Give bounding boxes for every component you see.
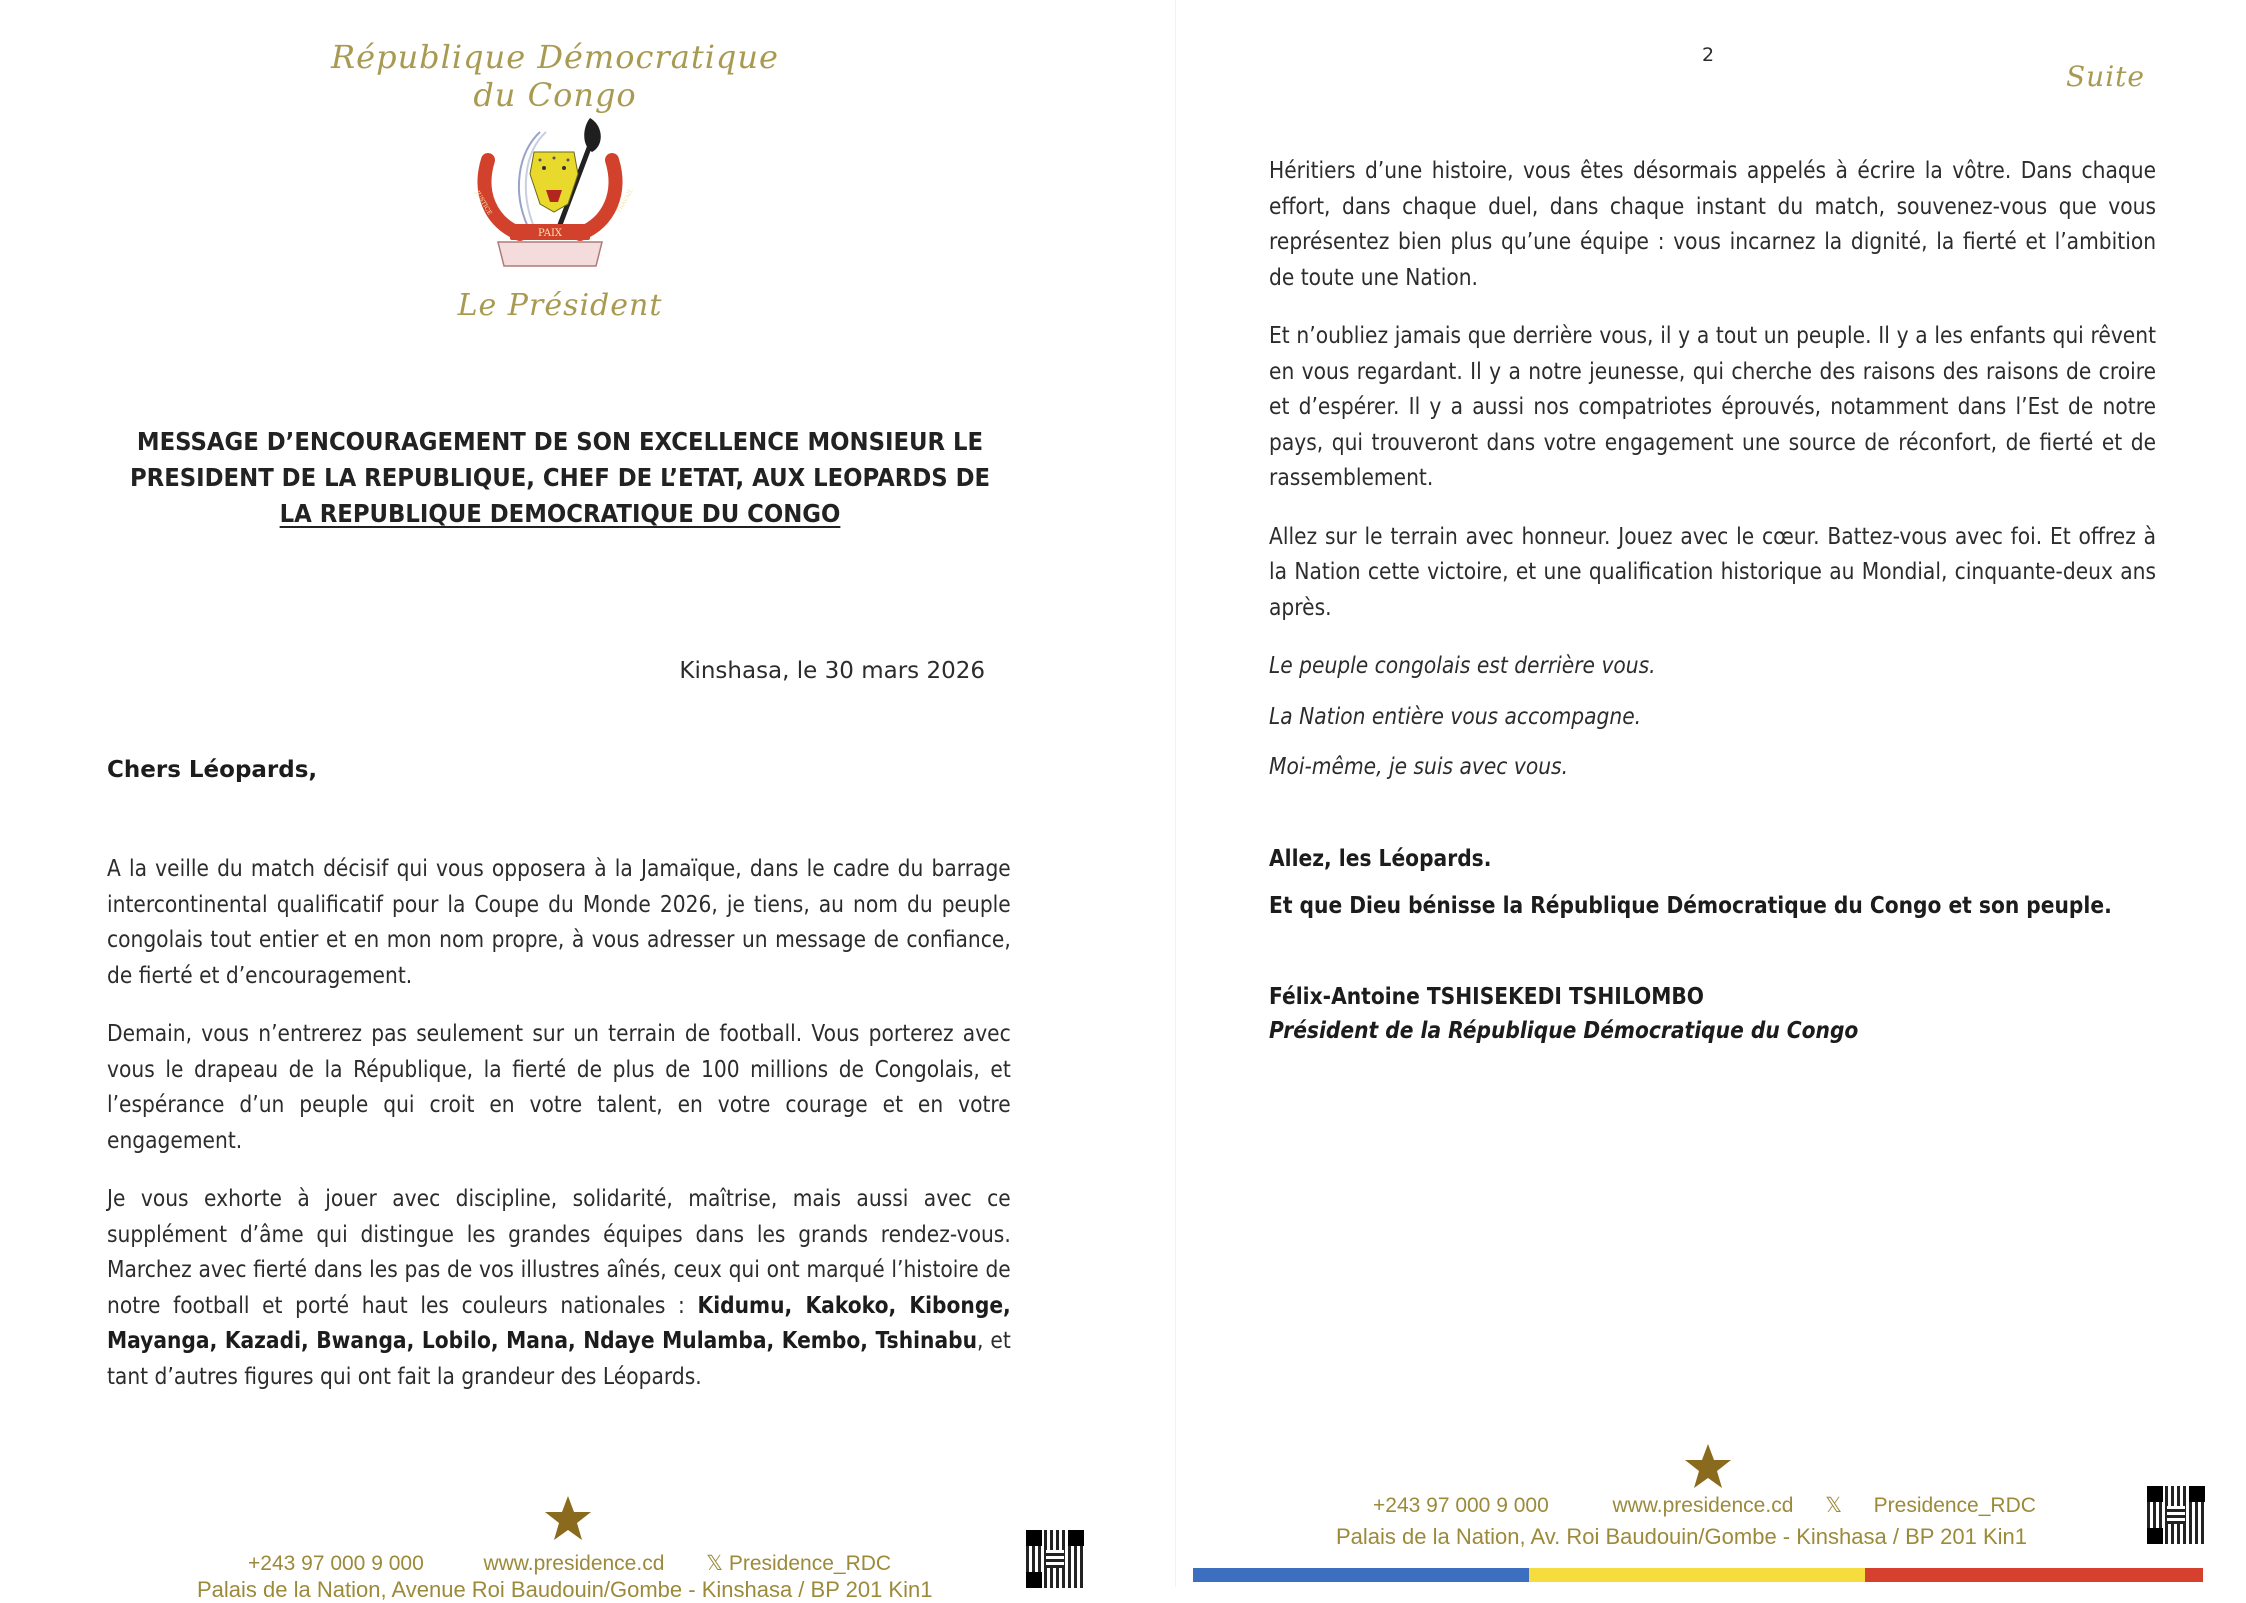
letterhead-country: République Démocratique du Congo xyxy=(331,38,779,114)
footer-phone: +243 97 000 9 000 xyxy=(248,1552,424,1575)
letter-body-page-2 xyxy=(1269,154,2156,1048)
italic-line-2: La Nation entière vous accompagne. xyxy=(1269,703,1642,730)
continuation-label: Suite xyxy=(2066,60,2145,93)
x-logo-icon: 𝕏 xyxy=(1825,1494,1842,1517)
italic-line-1: Le peuple congolais est derrière vous. xyxy=(1269,653,1656,679)
paragraph-2: Demain, vous n’entrerez pas seulement sur un terrain de football. Vous porterez avec vous le drapeau de la République, la fierté de plus de 100 millions de Congolais, et l’espérance d’un peuple qui croit en votre talent, en votre courage et en votre engagement. xyxy=(107,1021,1011,1154)
title-line-1: MESSAGE D’ENCOURAGEMENT DE SON EXCELLENCE MONSIEUR LE xyxy=(136,427,984,456)
letterhead-office: Le Président xyxy=(457,288,663,323)
closing-blessing: Et que Dieu bénisse la République Démocratique du Congo et son peuple. xyxy=(1269,893,2112,919)
footer-x-handle[interactable]: Presidence_RDC xyxy=(1873,1494,2036,1517)
flag-stripe-red xyxy=(1865,1568,2203,1582)
footer-x-handle[interactable]: Presidence_RDC xyxy=(728,1552,892,1575)
footer-address: Palais de la Nation, Av. Roi Baudouin/Gombe - Kinshasa / BP 201 Kin1 xyxy=(1336,1524,2027,1549)
footer-contact-line xyxy=(1373,1493,2036,1518)
signatory-title: Président de la République Démocratique du Congo xyxy=(1269,1018,1859,1044)
x-logo-icon: 𝕏 xyxy=(706,1552,723,1575)
italic-line-3: Moi-même, je suis avec vous. xyxy=(1269,754,1569,780)
flag-stripe-yellow xyxy=(1529,1568,1865,1582)
title-line-2: PRESIDENT DE LA REPUBLIQUE, CHEF DE L’ETAT, AUX LEOPARDS DE xyxy=(129,463,991,492)
qr-code-icon xyxy=(2145,1484,2207,1546)
closing-cheer: Allez, les Léopards. xyxy=(1269,845,1492,872)
paragraph-6: Allez sur le terrain avec honneur. Jouez avec le cœur. Battez-vous avec foi. Et offrez à la Nation cette victoire, et une qualification historique au Mondial, cinquante-deux ans après. xyxy=(1269,523,2157,621)
footer-phone: +243 97 000 9 000 xyxy=(1373,1494,1549,1517)
flag-stripe-blue xyxy=(1193,1568,1529,1582)
paragraph-1: A la veille du match décisif qui vous opposera à la Jamaïque, dans le cadre du barrage intercontinental qualificatif pour la Coupe du Monde 2026, je tiens, au nom du peuple congolais tout entier et en mon nom propre, à vous adresser un message de confiance, de fierté et d’encouragement. xyxy=(107,856,1011,989)
emblem-motto-right: TRAVAIL xyxy=(615,187,635,215)
emblem-motto-left: JUSTICE xyxy=(473,189,494,217)
paragraph-3 xyxy=(107,1182,1011,1395)
letter-body-page-1 xyxy=(107,852,1011,1418)
emblem-motto-center: PAIX xyxy=(537,228,563,239)
footer-star-icon xyxy=(1685,1444,1731,1488)
coat-of-arms-emblem xyxy=(470,112,635,272)
paragraph-3-outro: , et tant d’autres figures qui ont fait la grandeur des Léopards. xyxy=(107,1328,1011,1390)
paragraph-5: Et n’oubliez jamais que derrière vous, il y a tout un peuple. Il y a les enfants qui rêvent en vous regardant. Il y a notre jeunesse, qui cherche des raisons des raisons de croire et d’espérer. Il y a aussi nos compatriotes éprouvés, notamment dans l’Est de notre pays, qui trouveront dans votre engagement une source de réconfort, de fierté et de rassemblement. xyxy=(1269,323,2157,491)
signatory-name: Félix-Antoine TSHISEKEDI TSHILOMBO xyxy=(1269,984,1704,1010)
place-date: Kinshasa, le 30 mars 2026 xyxy=(679,658,985,684)
letter-page-2 xyxy=(1175,0,2246,1587)
footer-star-icon xyxy=(545,1496,591,1540)
legend-names: Kidumu, Kakoko, Kibonge, Mayanga, Kazadi, Bwanga, Lobilo, Mana, Ndaye Mulamba, Kembo, Tshinabu xyxy=(107,1292,1011,1354)
title-line-3: LA REPUBLIQUE DEMOCRATIQUE DU CONGO xyxy=(279,499,841,528)
footer-contact-line xyxy=(248,1551,891,1576)
paragraph-3-intro: Je vous exhorte à jouer avec discipline, solidarité, maîtrise, mais aussi avec ce supplément d’âme qui distingue les grandes équipes dans les grands rendez-vous. Marchez avec fierté dans les pas de vos illustres aînés, ceux qui ont marqué l’histoire de notre football et porté haut les couleurs nationales : xyxy=(107,1186,1011,1319)
qr-code-icon xyxy=(1024,1528,1086,1590)
salutation: Chers Léopards, xyxy=(107,757,318,783)
page-number: 2 xyxy=(1702,44,1715,66)
paragraph-4: Héritiers d’une histoire, vous êtes désormais appelés à écrire la vôtre. Dans chaque effort, dans chaque duel, dans chaque instant du match, souvenez-vous que vous représentez bien plus qu’une équipe : vous incarnez la dignité, la fierté et l’ambition de toute une Nation. xyxy=(1269,158,2157,291)
coat-of-arms-icon xyxy=(470,112,635,272)
message-title xyxy=(123,424,997,532)
footer-address: Palais de la Nation, Avenue Roi Baudouin/Gombe - Kinshasa / BP 201 Kin1 xyxy=(197,1577,933,1602)
footer-website[interactable]: www.presidence.cd xyxy=(483,1552,665,1575)
footer-website[interactable]: www.presidence.cd xyxy=(1612,1494,1794,1517)
